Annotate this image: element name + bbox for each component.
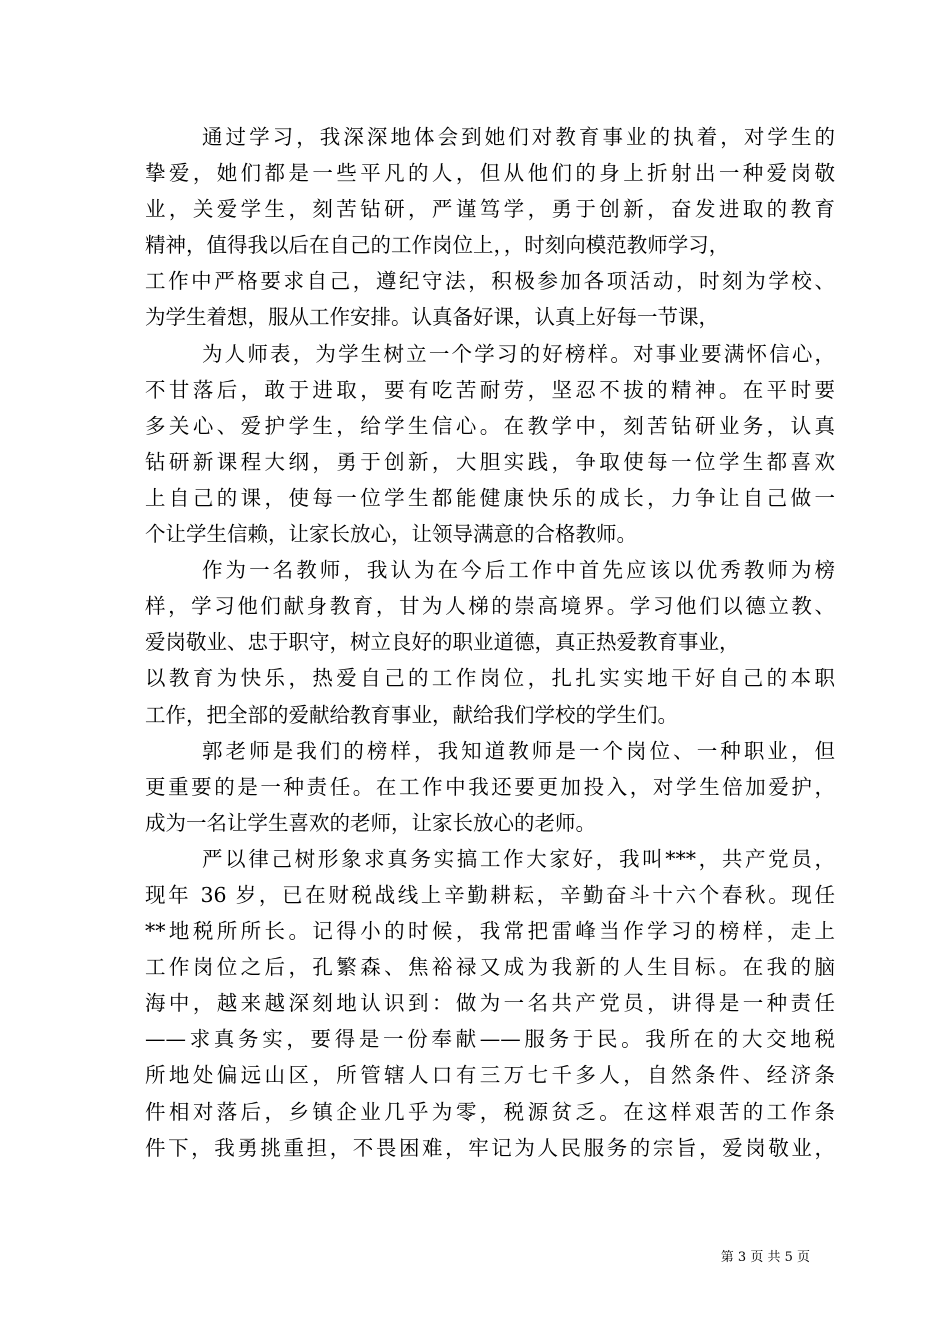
text-line: 件下，我勇挑重担，不畏困难，牢记为人民服务的宗旨，爱岗敬业， — [145, 1135, 835, 1160]
text-line: 多关心、爱护学生，给学生信心。在教学中，刻苦钻研业务，认真 — [145, 413, 835, 438]
text-line: 精神，值得我以后在自己的工作岗位上，，时刻向模范教师学习， — [145, 233, 730, 258]
text-line: 业，关爱学生，刻苦钻研，严谨笃学，勇于创新，奋发进取的教育 — [145, 197, 835, 222]
text-line: 工作，把全部的爱献给教育事业，献给我们学校的学生们。 — [145, 702, 678, 727]
text-line: 样，学习他们献身教育，甘为人梯的崇高境界。学习他们以德立教、 — [145, 594, 835, 619]
text-line: 爱岗敬业、忠于职守，树立良好的职业道德，真正热爱教育事业， — [145, 630, 740, 655]
text-line: 海中，越来越深刻地认识到：做为一名共产党员，讲得是一种责任 — [145, 991, 835, 1016]
text-line: 所地处偏远山区，所管辖人口有三万七千多人，自然条件、经济条 — [145, 1063, 835, 1088]
text-line: 不甘落后，敢于进取，要有吃苦耐劳，坚忍不拔的精神。在平时要 — [145, 377, 835, 402]
text-line: 为人师表，为学生树立一个学习的好榜样。对事业要满怀信心， — [202, 341, 835, 366]
text-line: 挚爱，她们都是一些平凡的人，但从他们的身上折射出一种爱岗敬 — [145, 161, 835, 186]
text-line: 郭老师是我们的榜样，我知道教师是一个岗位、一种职业，但 — [202, 738, 835, 763]
text-line: 件相对落后，乡镇企业几乎为零，税源贫乏。在这样艰苦的工作条 — [145, 1099, 835, 1124]
document-body — [145, 119, 835, 1166]
text-line: 更重要的是一种责任。在工作中我还要更加投入，对学生倍加爱护， — [145, 774, 835, 799]
text-line: 为学生着想，服从工作安排。认真备好课，认真上好每一节课， — [145, 305, 719, 330]
text-line: 个让学生信赖，让家长放心，让领导满意的合格教师。 — [145, 522, 637, 547]
text-line: ——求真务实，要得是一份奉献——服务于民。我所在的大交地税 — [145, 1027, 835, 1052]
text-line: 工作岗位之后，孔繁森、焦裕禄又成为我新的人生目标。在我的脑 — [145, 955, 835, 980]
text-line: 上自己的课，使每一位学生都能健康快乐的成长，力争让自己做一 — [145, 485, 835, 510]
page-number-footer: 第 3 页 共 5 页 — [720, 1250, 810, 1265]
text-line: 作为一名教师，我认为在今后工作中首先应该以优秀教师为榜 — [202, 558, 835, 583]
text-line: 通过学习，我深深地体会到她们对教育事业的执着，对学生的 — [202, 125, 835, 149]
text-line: 严以律己树形象求真务实搞工作大家好，我叫***，共产党员， — [202, 846, 835, 871]
text-line: 现年 36 岁，已在财税战线上辛勤耕耘，辛勤奋斗十六个春秋。现任 — [145, 882, 835, 907]
text-line: 以教育为快乐，热爱自己的工作岗位，扎扎实实地干好自己的本职 — [145, 666, 835, 691]
text-line: **地税所所长。记得小的时候，我常把雷峰当作学习的榜样，走上 — [145, 919, 835, 944]
text-line: 钻研新课程大纲，勇于创新，大胆实践，争取使每一位学生都喜欢 — [145, 449, 835, 474]
text-line: 成为一名让学生喜欢的老师，让家长放心的老师。 — [145, 810, 596, 835]
text-line: 工作中严格要求自己，遵纪守法，积极参加各项活动，时刻为学校、 — [145, 269, 835, 294]
